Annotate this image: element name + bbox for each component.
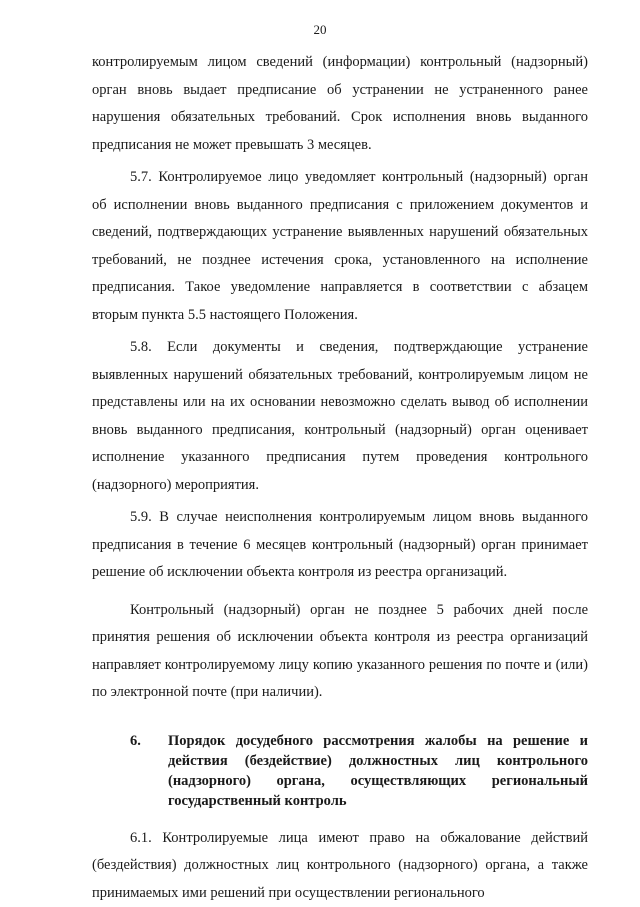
section-title: Порядок досудебного рассмотрения жалобы на решение и действия (бездействие) должностных лиц контрольного (надзорного) органа, осуществляющих региональный государственный контроль	[168, 731, 588, 811]
paragraph-continuation: контролируемым лицом сведений (информации) контрольный (надзорный) орган вновь выдает предписание об устранении не устраненного ранее нарушения обязательных требований. Срок исполнения вновь выданного предписания не может превышать 3 месяцев.	[92, 49, 588, 159]
paragraph-exclusion-notice: Контрольный (надзорный) орган не позднее 5 рабочих дней после принятия решения об исключении объекта контроля из реестра организаций направляет контролируемому лицу копию указанного решения по почте и (или) по электронной почте (при наличии).	[92, 597, 588, 707]
paragraph-5-7: 5.7. Контролируемое лицо уведомляет контрольный (надзорный) орган об исполнении вновь выданного предписания с приложением документов и сведений, подтверждающих устранение выявленных нарушений обязательных требований, не позднее истечения срока, установленного на исполнение предписания. Такое уведомление направляется в соответствии с абзацем вторым пункта 5.5 настоящего Положения.	[92, 164, 588, 329]
section-heading	[92, 731, 588, 811]
paragraph-5-9: 5.9. В случае неисполнения контролируемым лицом вновь выданного предписания в течение 6 месяцев контрольный (надзорный) орган принимает решение об исключении объекта контроля из реестра организаций.	[92, 504, 588, 587]
paragraph-6-1: 6.1. Контролируемые лица имеют право на обжалование действий (бездействия) должностных лиц контрольного (надзорного) органа, а также принимаемых ими решений при осуществлении регионального	[92, 825, 588, 907]
document-body	[92, 49, 588, 907]
page-number: 20	[0, 22, 640, 38]
paragraph-5-8: 5.8. Если документы и сведения, подтверждающие устранение выявленных нарушений обязательных требований, контролируемым лицом не представлены или на их основании невозможно сделать вывод об исполнении вновь выданного предписания, контрольный (надзорный) орган оценивает исполнение указанного предписания путем проведения контрольного (надзорного) мероприятия.	[92, 334, 588, 499]
section-number: 6.	[92, 731, 168, 811]
